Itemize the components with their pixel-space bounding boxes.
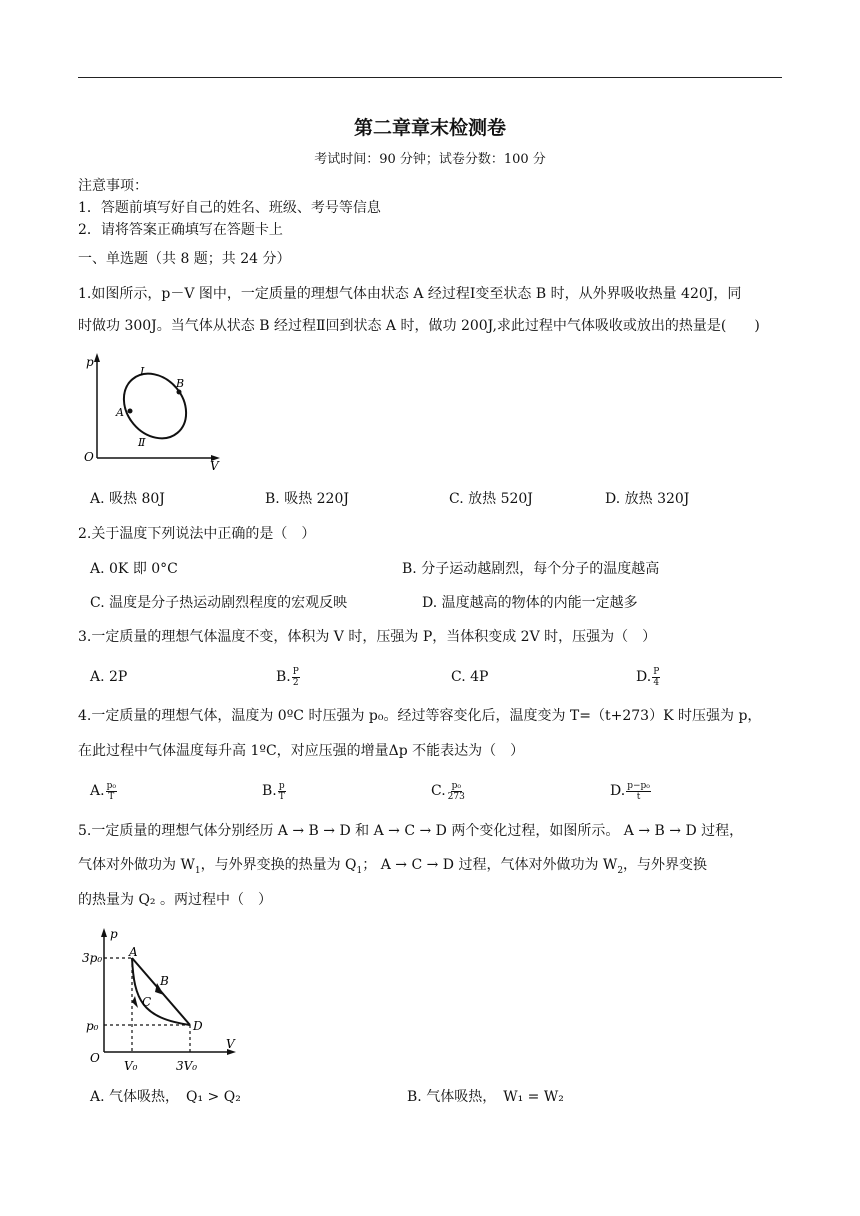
q1-point-b xyxy=(177,390,182,395)
notice-item-2: 2．请将答案正确填写在答题卡上 xyxy=(78,222,283,238)
exam-info: 考试时间：90 分钟；试卷分数：100 分 xyxy=(314,152,546,167)
q5-line1: 5.一定质量的理想气体分别经历 A → B → D 和 A → C → D 两个变化过程，如图所示。 A → B → D 过程， xyxy=(78,823,744,839)
q1-label-i: Ⅰ xyxy=(140,365,145,378)
q1-option-d: D. 放热 320J xyxy=(605,491,690,507)
notice-heading: 注意事项： xyxy=(78,178,148,194)
q1-line2: 时做功 300J。当气体从状态 B 经过程Ⅱ回到状态 A 时，做功 200J,求此过程中气体吸收或放出的热量是( ) xyxy=(78,318,760,334)
q2-option-d: D. 温度越高的物体的内能一定越多 xyxy=(422,595,638,611)
q5-label-a: A xyxy=(129,945,138,959)
q4-a-denominator: T xyxy=(108,791,115,802)
q4-b-numerator: p xyxy=(278,780,285,791)
q2-option-b: B. 分子运动越剧烈，每个分子的温度越高 xyxy=(402,561,660,577)
q3-option-d xyxy=(636,662,660,692)
q2-option-a: A. 0K 即 0°C xyxy=(90,561,178,577)
q5-line2 xyxy=(78,856,707,880)
q1-line1: 1.如图所示，p－V 图中，一定质量的理想气体由状态 A 经过程Ⅰ变至状态 B 时，从外界吸收热量 420J，同 xyxy=(78,286,742,302)
q3-d-denominator: 4 xyxy=(653,677,660,688)
q1-label-p: p xyxy=(86,355,94,369)
q5-option-a: A. 气体吸热， Q₁ > Q₂ xyxy=(90,1089,241,1105)
q1-label-v: V xyxy=(210,459,219,473)
q3-b-numerator: P xyxy=(292,666,299,677)
q1-option-a: A. 吸热 80J xyxy=(90,491,165,507)
q1-cycle-loop xyxy=(111,361,199,451)
q5-label-b: B xyxy=(160,974,169,988)
q3-option-a: A. 2P xyxy=(90,669,128,685)
q1-label-ii: Ⅱ xyxy=(138,436,146,449)
q4-option-c-label: C. xyxy=(431,783,446,799)
q5-label-p: p xyxy=(110,927,118,941)
q1-label-b: B xyxy=(176,377,185,390)
q4-a-numerator: p₀ xyxy=(106,780,116,791)
q4-c-denominator: 273 xyxy=(447,791,465,802)
q3-stem: 3.一定质量的理想气体温度不变，体积为 V 时，压强为 P，当体积变成 2V 时，压强为（ ） xyxy=(78,629,657,645)
q3-option-b-label: B. xyxy=(276,669,291,685)
q4-option-a-fraction xyxy=(106,781,117,802)
q4-d-numerator: p−p₀ xyxy=(627,780,650,791)
q4-option-d-label: D. xyxy=(610,783,626,799)
q5-label-d: D xyxy=(193,1019,203,1033)
page-title: 第二章章末检测卷 xyxy=(353,117,506,139)
q5-w2-subscript: 2 xyxy=(617,865,624,876)
q4-option-d-fraction xyxy=(626,781,651,802)
q5-line2-part-d: ，与外界变换 xyxy=(623,857,708,873)
q5-option-b: B. 气体吸热， W₁ = W₂ xyxy=(407,1089,564,1105)
header-rule xyxy=(78,77,782,78)
q5-line3: 的热量为 Q₂ 。两过程中（ ） xyxy=(78,892,272,908)
q1-p-arrow xyxy=(94,353,100,362)
q1-option-b: B. 吸热 220J xyxy=(265,491,349,507)
q3-b-denominator: 2 xyxy=(292,677,299,688)
q5-label-c: C xyxy=(142,995,152,1009)
q4-option-c-fraction xyxy=(447,781,466,802)
q1-label-a: A xyxy=(116,406,124,419)
q4-b-denominator: T xyxy=(278,791,285,802)
q5-label-p0: p₀ xyxy=(86,1019,99,1033)
q4-c-numerator: p₀ xyxy=(451,780,461,791)
q5-label-v0: V₀ xyxy=(124,1059,138,1073)
q5-line2-part-a: 气体对外做功为 W xyxy=(78,857,195,873)
q1-label-o: O xyxy=(84,450,94,464)
q3-option-b xyxy=(276,662,300,692)
q5-p-arrow xyxy=(101,928,107,937)
q4-option-b-fraction xyxy=(278,781,286,802)
q5-line2-part-c: ； A → C → D 过程，气体对外做功为 W xyxy=(362,857,618,873)
q4-option-b-label: B. xyxy=(262,783,277,799)
q4-option-d xyxy=(610,776,651,806)
q5-label-o: O xyxy=(90,1051,100,1065)
notice-item-1: 1．答题前填写好自己的姓名、班级、考号等信息 xyxy=(78,200,381,216)
q3-option-d-fraction xyxy=(652,667,660,688)
q5-q1-subscript: 1 xyxy=(356,865,363,876)
q3-option-b-fraction xyxy=(292,667,300,688)
q5-pv-diagram xyxy=(82,922,242,1074)
section-heading: 一、单选题（共 8 题；共 24 分） xyxy=(78,251,291,267)
q4-option-a-label: A. xyxy=(90,783,105,799)
q3-d-numerator: P xyxy=(653,666,660,677)
q5-label-3p0: 3p₀ xyxy=(82,951,103,965)
q5-line2-part-b: ，与外界变换的热量为 Q xyxy=(200,857,357,873)
q3-option-c: C. 4P xyxy=(451,669,489,685)
q4-line2: 在此过程中气体温度每升高 1ºC，对应压强的增量Δp 不能表达为（ ） xyxy=(78,743,525,759)
q1-pv-diagram xyxy=(80,350,225,475)
q2-option-c: C. 温度是分子热运动剧烈程度的宏观反映 xyxy=(90,595,348,611)
q3-option-d-label: D. xyxy=(636,669,652,685)
q4-option-b xyxy=(262,776,286,806)
q5-arrow-c xyxy=(132,996,138,1008)
q4-option-c xyxy=(431,776,466,806)
q4-d-denominator: t xyxy=(636,791,641,802)
q2-stem: 2.关于温度下列说法中正确的是（ ） xyxy=(78,526,316,542)
q1-point-a xyxy=(128,409,133,414)
q4-line1: 4.一定质量的理想气体，温度为 0ºC 时压强为 p₀。经过等容变化后，温度变为 T=（t+273）K 时压强为 p， xyxy=(78,708,762,724)
q1-option-c: C. 放热 520J xyxy=(449,491,533,507)
q5-label-3v0: 3V₀ xyxy=(176,1059,198,1073)
q5-label-v: V xyxy=(226,1037,235,1051)
q4-option-a xyxy=(90,776,117,806)
q5-w1-subscript: 1 xyxy=(194,865,201,876)
